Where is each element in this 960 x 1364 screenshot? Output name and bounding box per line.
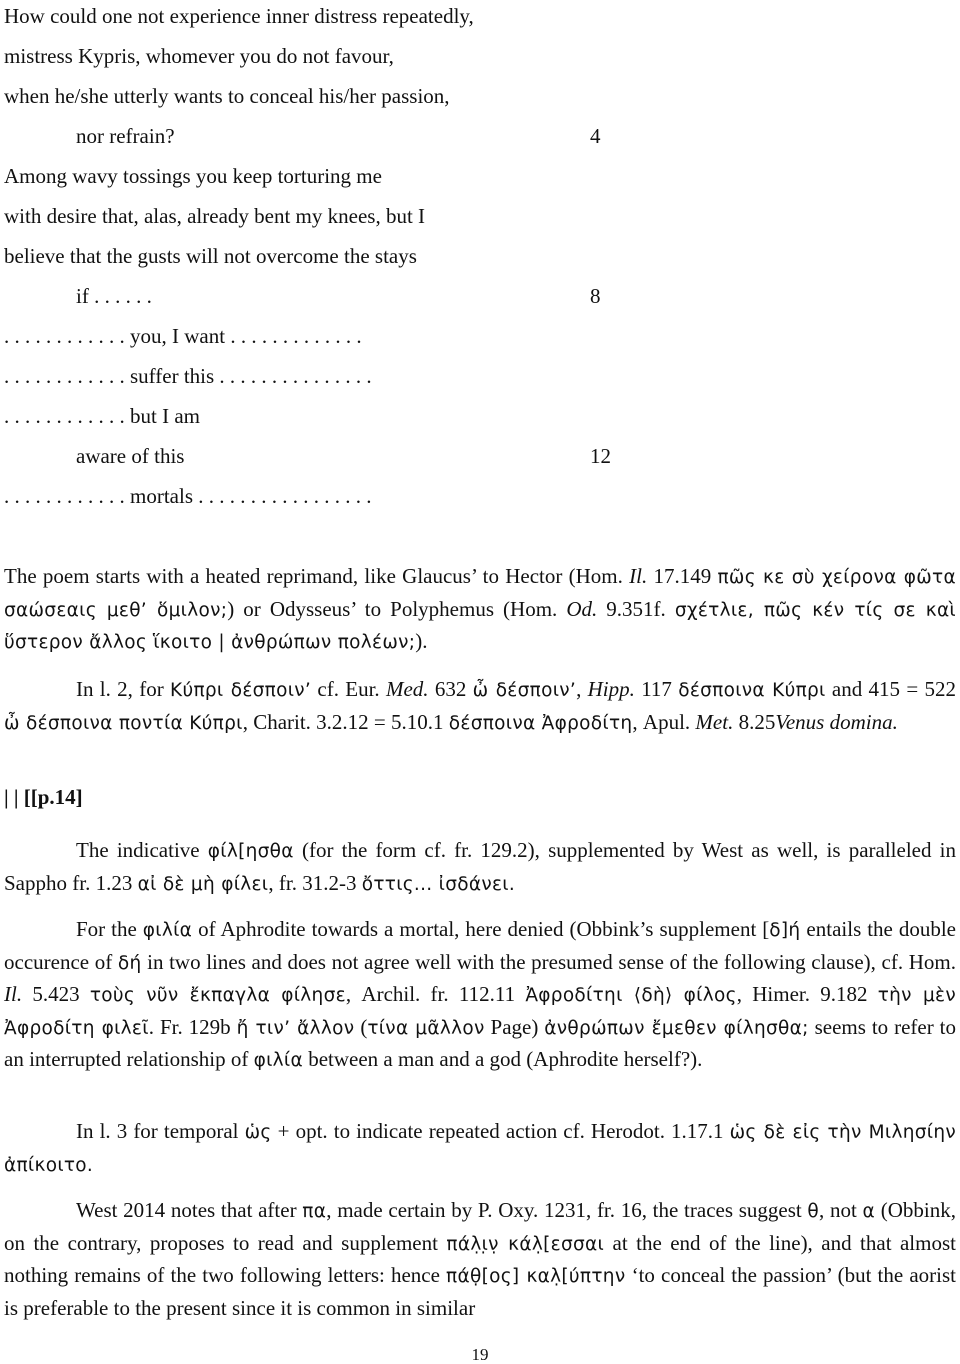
greek-quote: αἰ δὲ μὴ φίλει (137, 873, 269, 895)
text: in two lines and does not agree well with the presumed sense of the following clause), cf. Hom. (141, 949, 956, 974)
poem-line-5: Among wavy tossings you keep torturing me (4, 164, 382, 188)
ref-med: Med. (385, 677, 429, 701)
greek-quote: δέσποινα Κύπρι (678, 680, 826, 701)
text: (Obbink, on the contrary, proposes to read and supplement (4, 1198, 956, 1255)
ref-met: Met. (695, 709, 734, 734)
text: 117 (634, 677, 679, 701)
poem-line-12: aware of this (76, 444, 185, 468)
page-marker: | | [[p.14] (4, 785, 83, 809)
poem-line-4: nor refrain? (76, 124, 175, 148)
ref-od: Od. (566, 596, 598, 621)
text: The poem starts with a heated reprimand, like Glaucus’ to Hector (Hom. (4, 564, 630, 588)
text: , not (819, 1198, 863, 1222)
text: (for the form cf. fr. 129.2), supplemented by West as well, is paralleled in Sappho fr. 1.23 (4, 838, 956, 895)
text: For the (76, 917, 143, 941)
greek-quote: πάθ̣[ος] καλ̣[ύπτην (446, 1266, 626, 1287)
greek-quote: πάλ̣ι̣ν̣ κάλ̣[εσσαι (446, 1233, 605, 1255)
text: , Archil. fr. 112.11 (345, 982, 526, 1006)
text: between a man and a god (Aphrodite herself?). (302, 1047, 703, 1071)
text: seems to refer to an interrupted relationship of (4, 1014, 956, 1071)
greek-quote: φιλία (142, 920, 193, 941)
commentary-line-2 (4, 674, 956, 739)
greek-quote: πα (302, 1201, 327, 1222)
text: In l. 3 for temporal (76, 1119, 245, 1143)
commentary-intro (4, 561, 956, 659)
poem-line-8: if . . . . . . (76, 284, 152, 308)
text: of Aphrodite towards a mortal, here denied (Obbink’s supplement [ (192, 917, 770, 941)
greek-quote: ἤ τιν’ ἄλλον (236, 1017, 355, 1039)
commentary-temporal (4, 1116, 956, 1181)
ref-il: Il. (629, 564, 648, 588)
text: In l. 2, for (76, 677, 171, 701)
text: 5.423 (22, 982, 90, 1006)
text: . Fr. 129b (148, 1014, 237, 1039)
poem-line-13: . . . . . . . . . . . . mortals . . . . . . . . . . . . . . . . . (4, 484, 372, 508)
greek-quote: ὄττις... ἰσδάνει. (361, 873, 516, 895)
poem-line-6: with desire that, alas, already bent my knees, but I (4, 204, 426, 228)
line-number-12: 12 (590, 444, 611, 468)
text: 9.351f. (597, 596, 675, 621)
text: 8.25 (733, 709, 776, 734)
text: 17.149 (647, 564, 718, 588)
greek-quote: ὦ δέσποινα ποντία Κύπρι (4, 712, 243, 734)
line-number-8: 8 (590, 284, 601, 308)
text: , made certain by P. Oxy. 1231, fr. 16, the traces suggest (326, 1198, 808, 1222)
text: cf. Eur. (311, 677, 386, 701)
ref-venus: Venus domina. (775, 709, 898, 734)
ref-il: Il. (4, 982, 23, 1006)
text: entails the double occurence of (4, 917, 957, 974)
greek-quote: δέσποινα Ἀφροδίτη (448, 712, 633, 734)
greek-quote: ὡς δὲ εἰς τὴν Μιλησίην ἀπίκοιτο. (4, 1122, 957, 1176)
greek-quote: ὦ δέσποιν’ (472, 680, 577, 701)
text: 632 (428, 677, 473, 701)
greek-quote: πῶς κε σὺ χείρονα φῶτα σαώσεαις μεθ’ ὅμιλον; (4, 567, 956, 621)
text: , (576, 677, 588, 701)
poem-line-10: . . . . . . . . . . . . suffer this . . . . . . . . . . . . . . . (4, 364, 372, 388)
poem-line-11: . . . . . . . . . . . . but I am (4, 404, 200, 428)
greek-quote: σχέτλιε, πῶς κέν τίς σε καὶ ὕστερον ἄλλος ἵκοιτο | ἀνθρώπων πολέων; (4, 599, 956, 653)
greek-quote: α (862, 1201, 876, 1222)
greek-quote: φίλ[ησθα (207, 841, 294, 862)
poem-line-1: How could one not experience inner distress repeatedly, (4, 4, 474, 28)
text: at the end of the line), and that almost nothing remains of the two following letters: hence (4, 1230, 956, 1287)
text: , Charit. 3.2.12 = 5.10.1 (242, 709, 449, 734)
greek-quote: τοὺς νῦν ἔκπαγλα φίλησε (89, 985, 346, 1006)
text: + opt. to indicate repeated action cf. Herodot. 1.17.1 (271, 1119, 730, 1143)
ref-hipp: Hipp. (587, 677, 635, 701)
greek-quote: δή (117, 952, 142, 974)
text: ( (354, 1014, 368, 1039)
text: West 2014 notes that after (76, 1198, 303, 1222)
text: ) or Odysseus’ to Polyphemus (Hom. (227, 596, 567, 621)
greek-quote: δ]ή (769, 920, 801, 941)
text: ). (415, 629, 428, 653)
line-number-4: 4 (590, 124, 601, 148)
greek-quote: φιλία (253, 1050, 303, 1071)
text: Page) (484, 1014, 545, 1039)
text: and 415 = 522 (825, 677, 956, 701)
commentary-west (4, 1195, 956, 1323)
poem-line-2: mistress Kypris, whomever you do not favour, (4, 44, 394, 68)
text: The indicative (76, 838, 208, 862)
text: , Apul. (632, 709, 696, 734)
commentary-indicative (4, 835, 956, 900)
text: ‘to conceal the passion’ (but the aorist is preferable to the present since it is common in similar (4, 1263, 956, 1320)
greek-quote: ἀνθρώπων ἔμεθεν φίλησθα; (544, 1017, 809, 1039)
poem-line-7: believe that the gusts will not overcome the stays (4, 244, 417, 268)
poem-line-9: . . . . . . . . . . . . you, I want . . . . . . . . . . . . . (4, 324, 362, 348)
greek-quote: Κύπρι δέσποιν’ (170, 680, 312, 701)
page-number: 19 (471, 1345, 489, 1364)
text: , Himer. 9.182 (736, 982, 878, 1006)
commentary-philia (4, 914, 956, 1077)
greek-quote: τὴν μὲν Ἀφροδίτη φιλεῖ (4, 985, 956, 1039)
poem-line-3: when he/she utterly wants to conceal his/her passion, (4, 84, 450, 108)
greek-quote: τίνα μᾶλλον (367, 1017, 485, 1039)
greek-quote: θ (807, 1201, 820, 1222)
greek-quote: ὡς (244, 1122, 272, 1143)
greek-quote: Ἀφροδίτηι ⟨δὴ⟩ φίλος (525, 985, 737, 1006)
text: , fr. 31.2-3 (268, 870, 362, 895)
